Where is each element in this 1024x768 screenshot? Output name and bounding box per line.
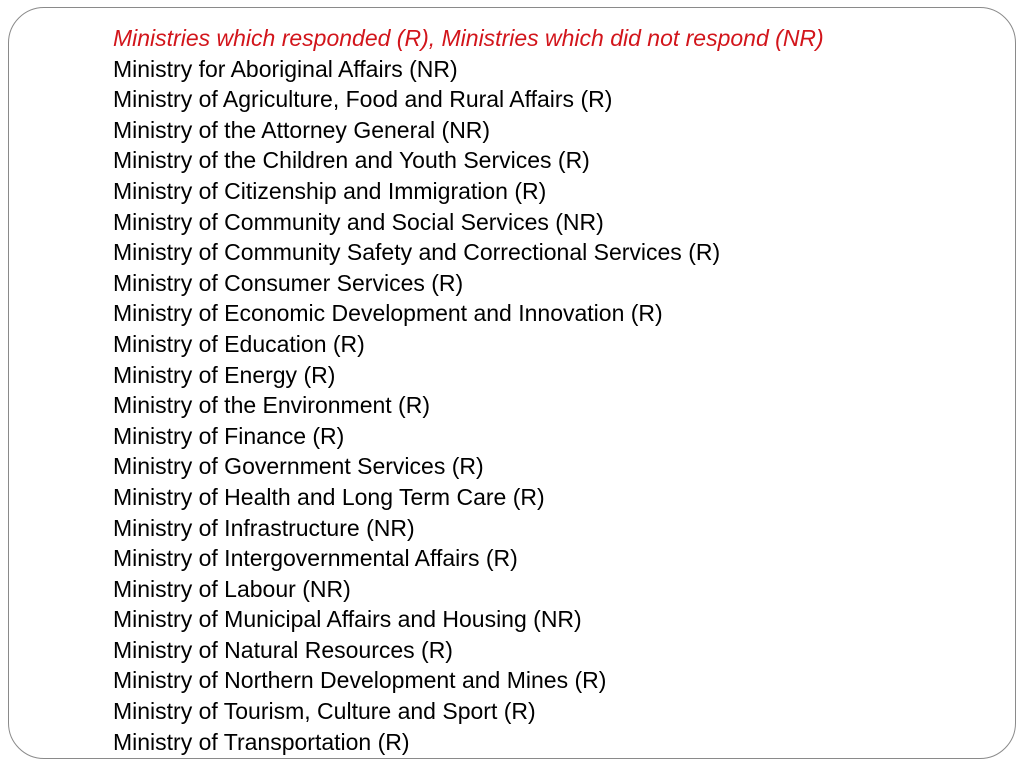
list-item: Ministry of Labour (NR) <box>113 575 351 602</box>
list-item: Ministry of Economic Development and Innovation (R) <box>113 300 663 327</box>
list-item: Ministry of Tourism, Culture and Sport (R) <box>113 698 536 725</box>
list-item: Ministry of Government Services (R) <box>113 453 484 480</box>
list-item: Ministry of Education (R) <box>113 330 365 357</box>
list-item: Ministry of Energy (R) <box>113 361 336 388</box>
list-item: Ministry of Finance (R) <box>113 422 345 449</box>
list-item: Ministry of Intergovernmental Affairs (R) <box>113 545 518 572</box>
ministry-list <box>113 23 993 757</box>
list-item: Ministry of Municipal Affairs and Housing (NR) <box>113 606 582 633</box>
list-heading: Ministries which responded (R), Ministries which did not respond (NR) <box>113 25 824 51</box>
list-item: Ministry of Northern Development and Mines (R) <box>113 667 607 694</box>
list-item: Ministry of Health and Long Term Care (R) <box>113 483 545 510</box>
list-item: Ministry of Agriculture, Food and Rural Affairs (R) <box>113 86 613 113</box>
list-item: Ministry of Community and Social Services (NR) <box>113 208 604 235</box>
list-item: Ministry of Community Safety and Correctional Services (R) <box>113 239 721 266</box>
list-item: Ministry of the Children and Youth Services (R) <box>113 147 590 174</box>
list-item: Ministry of Transportation (R) <box>113 728 410 755</box>
list-item: Ministry for Aboriginal Affairs (NR) <box>113 55 458 82</box>
list-item: Ministry of the Environment (R) <box>113 392 430 419</box>
list-item: Ministry of the Attorney General (NR) <box>113 116 491 143</box>
list-item: Ministry of Consumer Services (R) <box>113 269 464 296</box>
list-item: Ministry of Citizenship and Immigration (R) <box>113 177 547 204</box>
list-item: Ministry of Infrastructure (NR) <box>113 514 415 541</box>
list-item: Ministry of Natural Resources (R) <box>113 636 453 663</box>
